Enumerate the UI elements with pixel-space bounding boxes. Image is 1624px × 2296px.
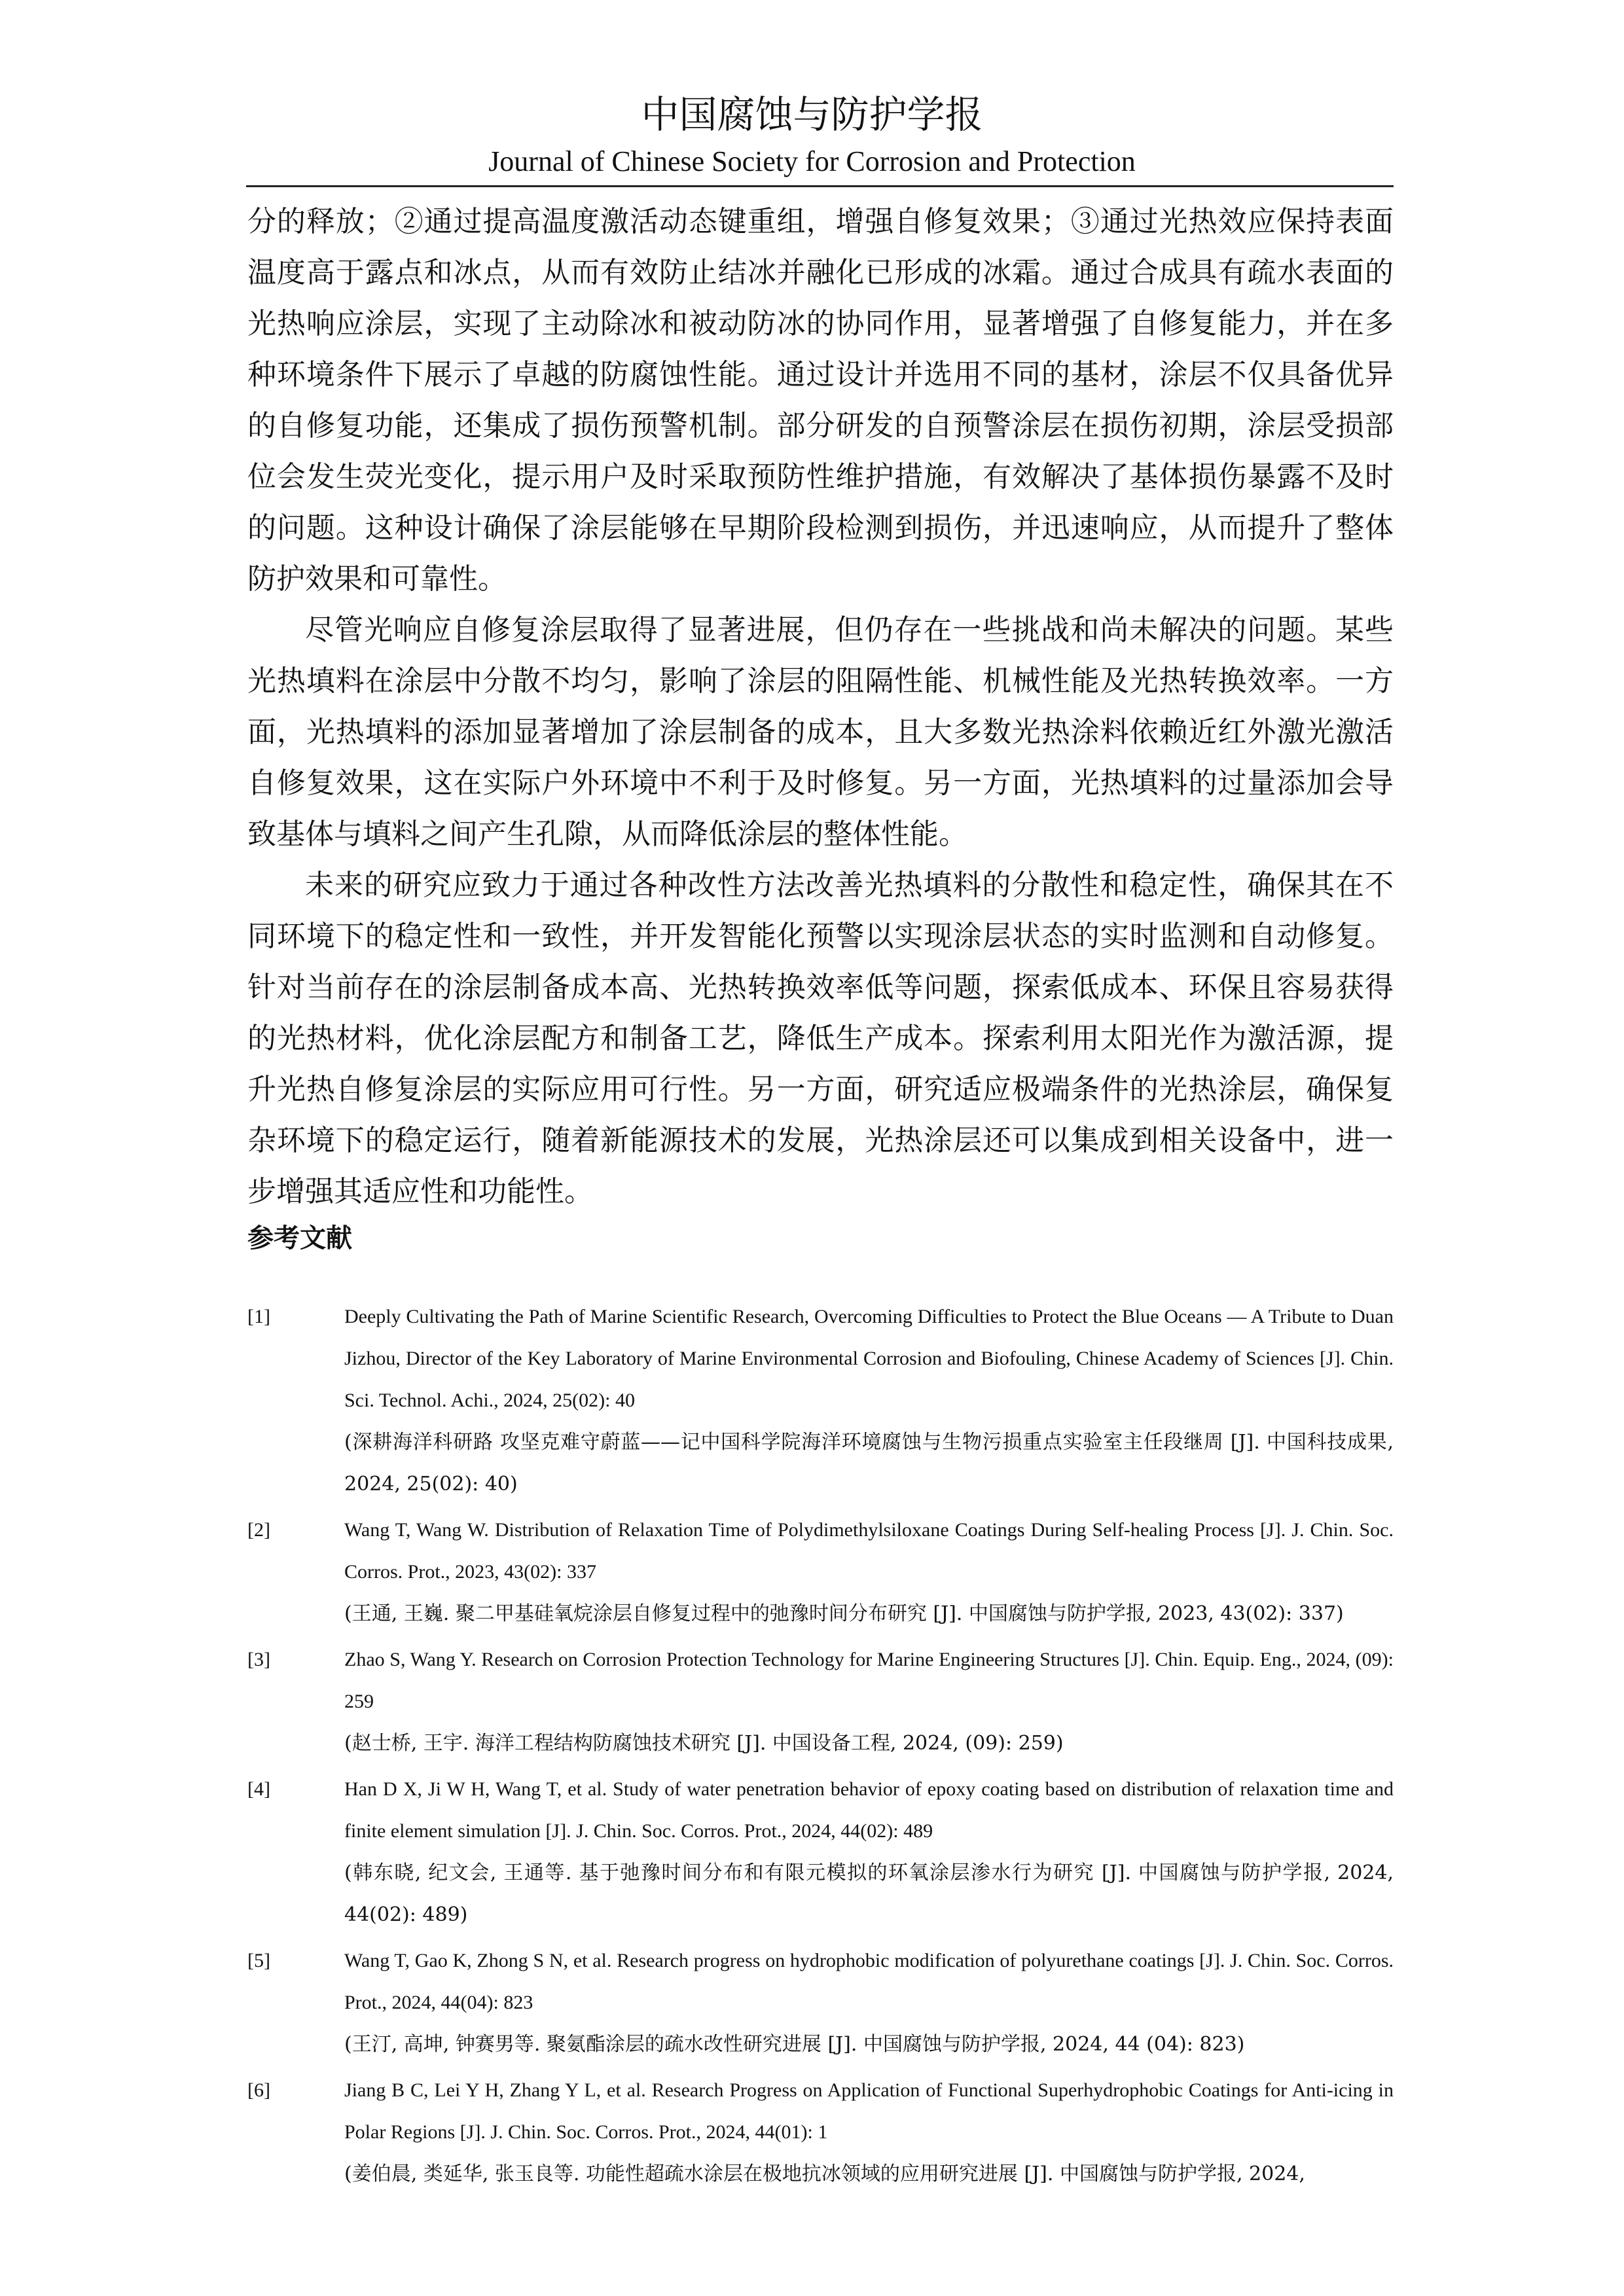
reference-item	[247, 1940, 1394, 2066]
reference-chinese: (赵士桥, 王宇. 海洋工程结构防腐蚀技术研究 [J]. 中国设备工程, 2024, (09): 259)	[344, 1732, 1064, 1755]
reference-english: Wang T, Wang W. Distribution of Relaxation Time of Polydimethylsiloxane Coatings During Self-healing Process [J]. J. Chin. Soc. Corros. Prot., 2023, 43(02): 337	[344, 1519, 1394, 1583]
header-divider	[246, 185, 1394, 187]
reference-chinese: (王汀, 高坤, 钟赛男等. 聚氨酯涂层的疏水改性研究进展 [J]. 中国腐蚀与防护学报, 2024, 44 (04): 823)	[344, 2033, 1245, 2056]
paragraph-challenges: 尽管光响应自修复涂层取得了显著进展，但仍存在一些挑战和尚未解决的问题。某些光热填料在涂层中分散不均匀，影响了涂层的阻隔性能、机械性能及光热转换效率。一方面，光热填料的添加显著增加了涂层制备的成本，且大多数光热涂料依赖近红外激光激活自修复效果，这在实际户外环境中不利于及时修复。另一方面，光热填料的过量添加会导致基体与填料之间产生孔隙，从而降低涂层的整体性能。	[247, 613, 1394, 851]
reference-english: Zhao S, Wang Y. Research on Corrosion Protection Technology for Marine Engineering Structures [J]. Chin. Equip. Eng., 2024, (09): 259	[344, 1649, 1394, 1712]
journal-title-english: Journal of Chinese Society for Corrosion and Protection	[488, 145, 1136, 177]
reference-english: Deeply Cultivating the Path of Marine Scientific Research, Overcoming Difficulties to Protect the Blue Oceans — A Tribute to Duan Jizhou, Director of the Key Laboratory of Marine Environmental Corrosion and Biofouling, Chinese Academy of Sciences [J]. Chin. Sci. Technol. Achi., 2024, 25(02): 40	[344, 1306, 1394, 1411]
reference-item	[247, 1768, 1394, 1936]
reference-english: Jiang B C, Lei Y H, Zhang Y L, et al. Research Progress on Application of Functional Superhydrophobic Coatings for Anti-icing in Polar Regions [J]. J. Chin. Soc. Corros. Prot., 2024, 44(01): 1	[344, 2079, 1394, 2143]
journal-title-chinese: 中国腐蚀与防护学报	[641, 92, 983, 137]
reference-chinese: (韩东晓, 纪文会, 王通等. 基于弛豫时间分布和有限元模拟的环氧涂层渗水行为研究 [J]. 中国腐蚀与防护学报, 2024, 44(02): 489)	[344, 1861, 1394, 1926]
reference-number: [4]	[247, 1778, 270, 1800]
body-text	[247, 196, 1394, 1259]
reference-chinese: (姜伯晨, 类延华, 张玉良等. 功能性超疏水涂层在极地抗冰领域的应用研究进展 [J]. 中国腐蚀与防护学报, 2024,	[344, 2162, 1305, 2185]
reference-english: Wang T, Gao K, Zhong S N, et al. Research progress on hydrophobic modification of polyurethane coatings [J]. J. Chin. Soc. Corros. Prot., 2024, 44(04): 823	[344, 1950, 1394, 2013]
reference-number: [2]	[247, 1519, 270, 1541]
reference-number: [5]	[247, 1950, 270, 1971]
references-heading: 参考文献	[247, 1223, 352, 1253]
reference-item	[247, 1639, 1394, 1765]
reference-number: [1]	[247, 1306, 270, 1327]
reference-item	[247, 2070, 1394, 2195]
reference-english: Han D X, Ji W H, Wang T, et al. Study of water penetration behavior of epoxy coating based on distribution of relaxation time and finite element simulation [J]. J. Chin. Soc. Corros. Prot., 2024, 44(02): 489	[344, 1778, 1394, 1842]
paragraph-continued: 分的释放；②通过提高温度激活动态键重组，增强自修复效果；③通过光热效应保持表面温度高于露点和冰点，从而有效防止结冰并融化已形成的冰霜。通过合成具有疏水表面的光热响应涂层，实现了主动除冰和被动防冰的协同作用，显著增强了自修复能力，并在多种环境条件下展示了卓越的防腐蚀性能。通过设计并选用不同的基材，涂层不仅具备优异的自修复功能，还集成了损伤预警机制。部分研发的自预警涂层在损伤初期，涂层受损部位会发生荧光变化，提示用户及时采取预防性维护措施，有效解决了基体损伤暴露不及时的问题。这种设计确保了涂层能够在早期阶段检测到损伤，并迅速响应，从而提升了整体防护效果和可靠性。	[247, 205, 1394, 596]
reference-number: [3]	[247, 1649, 270, 1670]
reference-list	[247, 1296, 1394, 2199]
reference-item	[247, 1296, 1394, 1505]
reference-number: [6]	[247, 2079, 270, 2101]
reference-chinese: (深耕海洋科研路 攻坚克难守蔚蓝——记中国科学院海洋环境腐蚀与生物污损重点实验室主任段继周 [J]. 中国科技成果, 2024, 25(02): 40)	[344, 1431, 1394, 1496]
reference-chinese: (王通, 王巍. 聚二甲基硅氧烷涂层自修复过程中的弛豫时间分布研究 [J]. 中国腐蚀与防护学报, 2023, 43(02): 337)	[344, 1602, 1344, 1625]
reference-item	[247, 1509, 1394, 1635]
paragraph-future-research: 未来的研究应致力于通过各种改性方法改善光热填料的分散性和稳定性，确保其在不同环境下的稳定性和一致性，并开发智能化预警以实现涂层状态的实时监测和自动修复。针对当前存在的涂层制备成本高、光热转换效率低等问题，探索低成本、环保且容易获得的光热材料，优化涂层配方和制备工艺，降低生产成本。探索利用太阳光作为激活源，提升光热自修复涂层的实际应用可行性。另一方面，研究适应极端条件的光热涂层，确保复杂环境下的稳定运行，随着新能源技术的发展，光热涂层还可以集成到相关设备中，进一步增强其适应性和功能性。	[247, 869, 1394, 1208]
